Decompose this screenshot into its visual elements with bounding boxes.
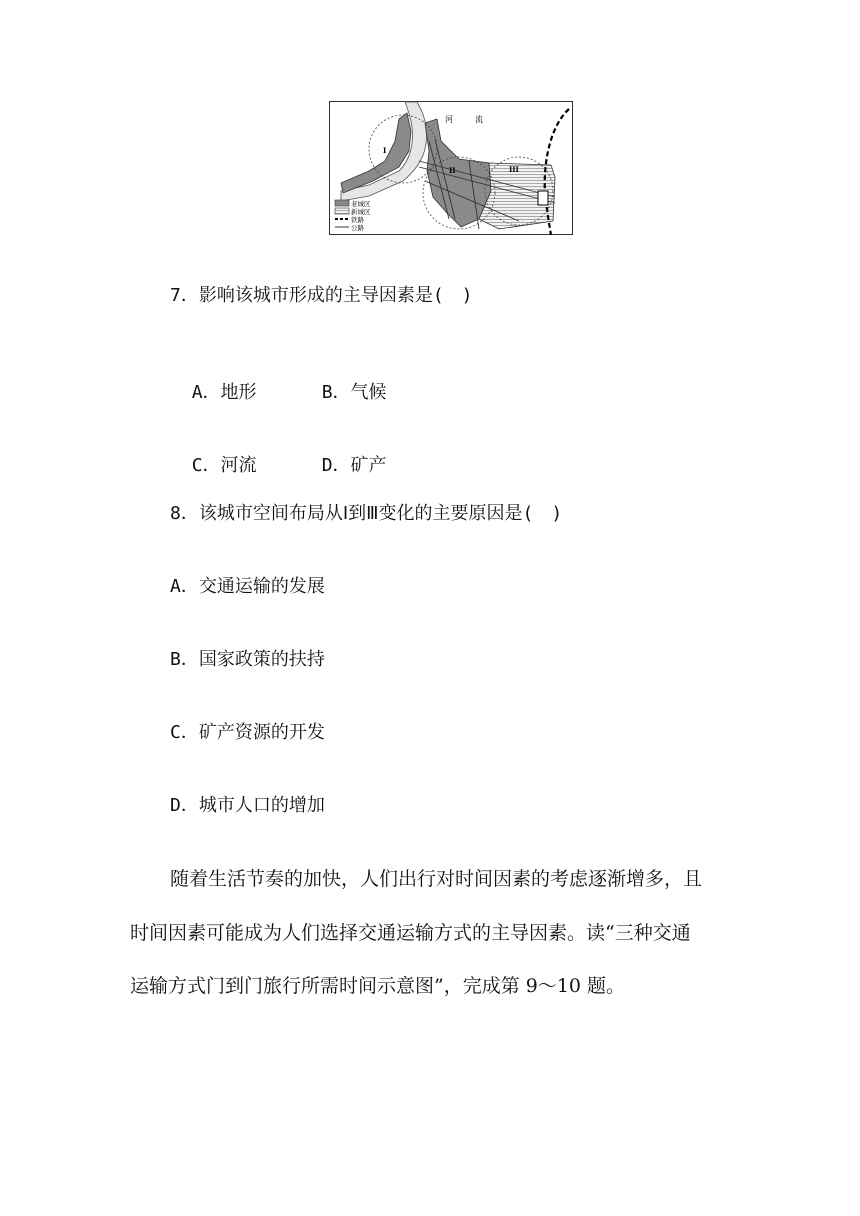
zone-3-label: III — [509, 165, 519, 174]
q7-option-d[interactable]: D．矿产 — [321, 455, 387, 476]
river-label-1: 河 — [445, 115, 453, 124]
q7-options-row-2 — [170, 430, 387, 478]
q7-option-b[interactable]: B．气候 — [321, 382, 387, 403]
station-box — [538, 191, 548, 205]
q7-option-a[interactable]: A．地形 — [191, 382, 257, 403]
city-layout-map — [329, 101, 573, 235]
city-map-svg — [329, 101, 573, 235]
zone-1-label: I — [383, 146, 387, 155]
q8-option-a[interactable]: A．交通运输的发展 — [170, 576, 325, 597]
q8-option-c[interactable]: C．矿产资源的开发 — [170, 722, 325, 743]
q8-option-b[interactable]: B．国家政策的扶持 — [170, 649, 325, 670]
q7-options-row-1 — [170, 357, 387, 405]
passage-line-2: 时间因素可能成为人们选择交通运输方式的主导因素。读“三种交通 — [130, 922, 691, 944]
legend-old-city: 老城区 — [351, 200, 371, 208]
q8-stem: 8．该城市空间布局从Ⅰ到Ⅲ变化的主要原因是( ) — [170, 503, 563, 524]
q8-option-d[interactable]: D．城市人口的增加 — [170, 795, 325, 816]
q7-stem: 7．影响该城市形成的主导因素是( ) — [170, 285, 473, 306]
passage-line-1: 随着生活节奏的加快，人们出行对时间因素的考虑逐渐增多，且 — [170, 868, 703, 890]
zone-2-label: II — [449, 166, 456, 175]
legend-new-city: 新城区 — [351, 208, 371, 216]
legend-railway: 铁路 — [351, 216, 364, 224]
river-label-2: 流 — [475, 115, 483, 124]
legend-road: 公路 — [351, 224, 364, 232]
q7-option-c[interactable]: C．河流 — [191, 455, 257, 476]
passage-line-3: 运输方式门到门旅行所需时间示意图”，完成第 9～10 题。 — [130, 975, 626, 997]
